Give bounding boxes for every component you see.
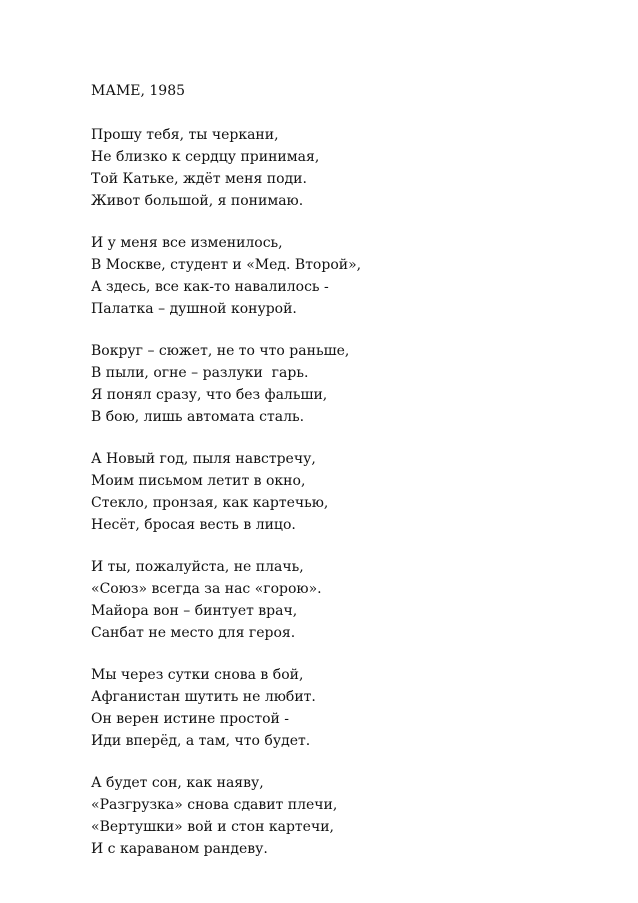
stanza-7 xyxy=(91,772,571,860)
stanza-3 xyxy=(91,340,571,428)
poem-line: И с караваном рандеву. xyxy=(91,841,268,857)
poem-line: Прошу тебя, ты черкани, xyxy=(91,127,279,143)
poem-line: «Разгрузка» снова сдавит плечи, xyxy=(91,797,338,813)
poem-line: А здесь, все как-то навалилось - xyxy=(91,279,329,295)
poem-line: В бою, лишь автомата сталь. xyxy=(91,409,305,425)
stanza-6 xyxy=(91,664,571,752)
poem-line: А будет сон, как наяву, xyxy=(91,775,264,791)
poem-line: Мы через сутки снова в бой, xyxy=(91,667,304,683)
stanza-1 xyxy=(91,124,571,212)
stanza-4 xyxy=(91,448,571,536)
poem-line: Майора вон – бинтует врач, xyxy=(91,603,298,619)
poem xyxy=(91,80,571,880)
poem-line: Стекло, пронзая, как картечью, xyxy=(91,495,329,511)
poem-line: Не близко к сердцу принимая, xyxy=(91,149,320,165)
poem-line: В Москве, студент и «Мед. Второй», xyxy=(91,257,362,273)
poem-line: «Союз» всегда за нас «горою». xyxy=(91,581,322,597)
poem-line: Палатка – душной конурой. xyxy=(91,301,297,317)
poem-line: В пыли, огне – разлуки гарь. xyxy=(91,365,309,381)
poem-line: Несёт, бросая весть в лицо. xyxy=(91,517,296,533)
poem-line: Я понял сразу, что без фальши, xyxy=(91,387,328,403)
poem-title: МАМЕ, 1985 xyxy=(91,83,186,99)
poem-line: Моим письмом летит в окно, xyxy=(91,473,306,489)
poem-line: Той Катьке, ждёт меня поди. xyxy=(91,171,307,187)
poem-line: А Новый год, пыля навстречу, xyxy=(91,451,316,467)
poem-line: Санбат не место для героя. xyxy=(91,625,296,641)
stanza-5 xyxy=(91,556,571,644)
poem-line: И ты, пожалуйста, не плачь, xyxy=(91,559,304,575)
poem-line: И у меня все изменилось, xyxy=(91,235,283,251)
poem-line: Он верен истине простой - xyxy=(91,711,290,727)
poem-line: Живот большой, я понимаю. xyxy=(91,193,304,209)
stanza-2 xyxy=(91,232,571,320)
poem-line: Иди вперёд, а там, что будет. xyxy=(91,733,311,749)
poem-line: «Вертушки» вой и стон картечи, xyxy=(91,819,334,835)
poem-line: Вокруг – сюжет, не то что раньше, xyxy=(91,343,350,359)
poem-line: Афганистан шутить не любит. xyxy=(91,689,316,705)
